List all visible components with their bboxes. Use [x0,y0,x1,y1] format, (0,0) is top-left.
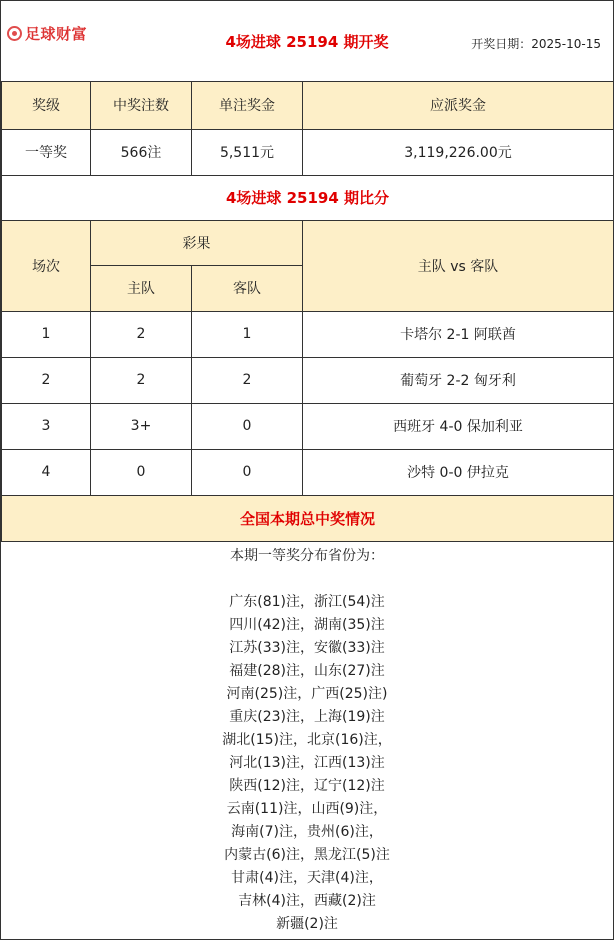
prize-winners: 566注 [91,129,192,175]
home-goals: 2 [91,357,192,403]
prize-header-level: 奖级 [2,82,91,129]
page-title: 4场进球 25194 期开奖 [225,33,389,51]
prize-header-prize: 单注奖金 [192,82,303,129]
table-row [2,357,614,403]
page-header [1,1,613,82]
province-line: 湖北(15)注，北京(16)注， [222,731,392,748]
match-teams: 卡塔尔 2-1 阿联酋 [303,311,614,357]
match-teams: 沙特 0-0 伊拉克 [303,449,614,495]
province-line: 江苏(33)注，安徽(33)注 [229,639,385,656]
score-header-teams: 主队 vs 客队 [303,220,614,311]
score-header-away: 客队 [192,265,303,311]
spacer [1,568,613,591]
home-goals: 3+ [91,403,192,449]
away-goals: 2 [192,357,303,403]
match-teams: 西班牙 4-0 保加利亚 [303,403,614,449]
match-number: 1 [2,311,91,357]
province-line: 重庆(23)注，上海(19)注 [229,708,385,725]
province-line: 海南(7)注，贵州(6)注， [231,823,383,840]
score-header-match: 场次 [2,220,91,311]
province-line: 新疆(2)注 [276,915,338,932]
distribution-intro: 本期一等奖分布省份为： [230,547,384,564]
prize-total: 3,119,226.00元 [303,129,614,175]
table-row [2,311,614,357]
away-goals: 0 [192,449,303,495]
table-row [2,403,614,449]
province-distribution [1,542,613,936]
brand-name: 足球财富 [25,25,88,43]
province-line: 陕西(12)注，辽宁(12)注 [229,777,385,794]
match-number: 3 [2,403,91,449]
prize-header-total: 应派奖金 [303,82,614,129]
province-line: 河北(13)注，江西(13)注 [229,754,385,771]
match-number: 2 [2,357,91,403]
province-line: 吉林(4)注，西藏(2)注 [238,892,376,909]
draw-date: 开奖日期：2025-10-15 [471,37,601,51]
prize-header-winners: 中奖注数 [91,82,192,129]
province-line: 广东(81)注，浙江(54)注 [229,593,385,610]
province-line: 河南(25)注，广西(25)注) [226,685,388,702]
match-number: 4 [2,449,91,495]
province-line: 云南(11)注，山西(9)注， [226,800,388,817]
prize-table [1,82,614,542]
province-line: 福建(28)注，山东(27)注 [229,662,385,679]
national-title: 全国本期总中奖情况 [2,495,614,541]
home-goals: 0 [91,449,192,495]
table-row [2,129,614,175]
away-goals: 0 [192,403,303,449]
province-line: 甘肃(4)注，天津(4)注， [231,869,383,886]
score-section-title: 4场进球 25194 期比分 [2,175,614,220]
score-header-home: 主队 [91,265,192,311]
prize-level: 一等奖 [2,129,91,175]
away-goals: 1 [192,311,303,357]
province-line: 内蒙古(6)注，黑龙江(5)注 [224,846,390,863]
home-goals: 2 [91,311,192,357]
score-header-result: 彩果 [91,220,303,265]
table-row [2,449,614,495]
province-line: 四川(42)注，湖南(35)注 [229,616,385,633]
prize-amount: 5,511元 [192,129,303,175]
match-teams: 葡萄牙 2-2 匈牙利 [303,357,614,403]
